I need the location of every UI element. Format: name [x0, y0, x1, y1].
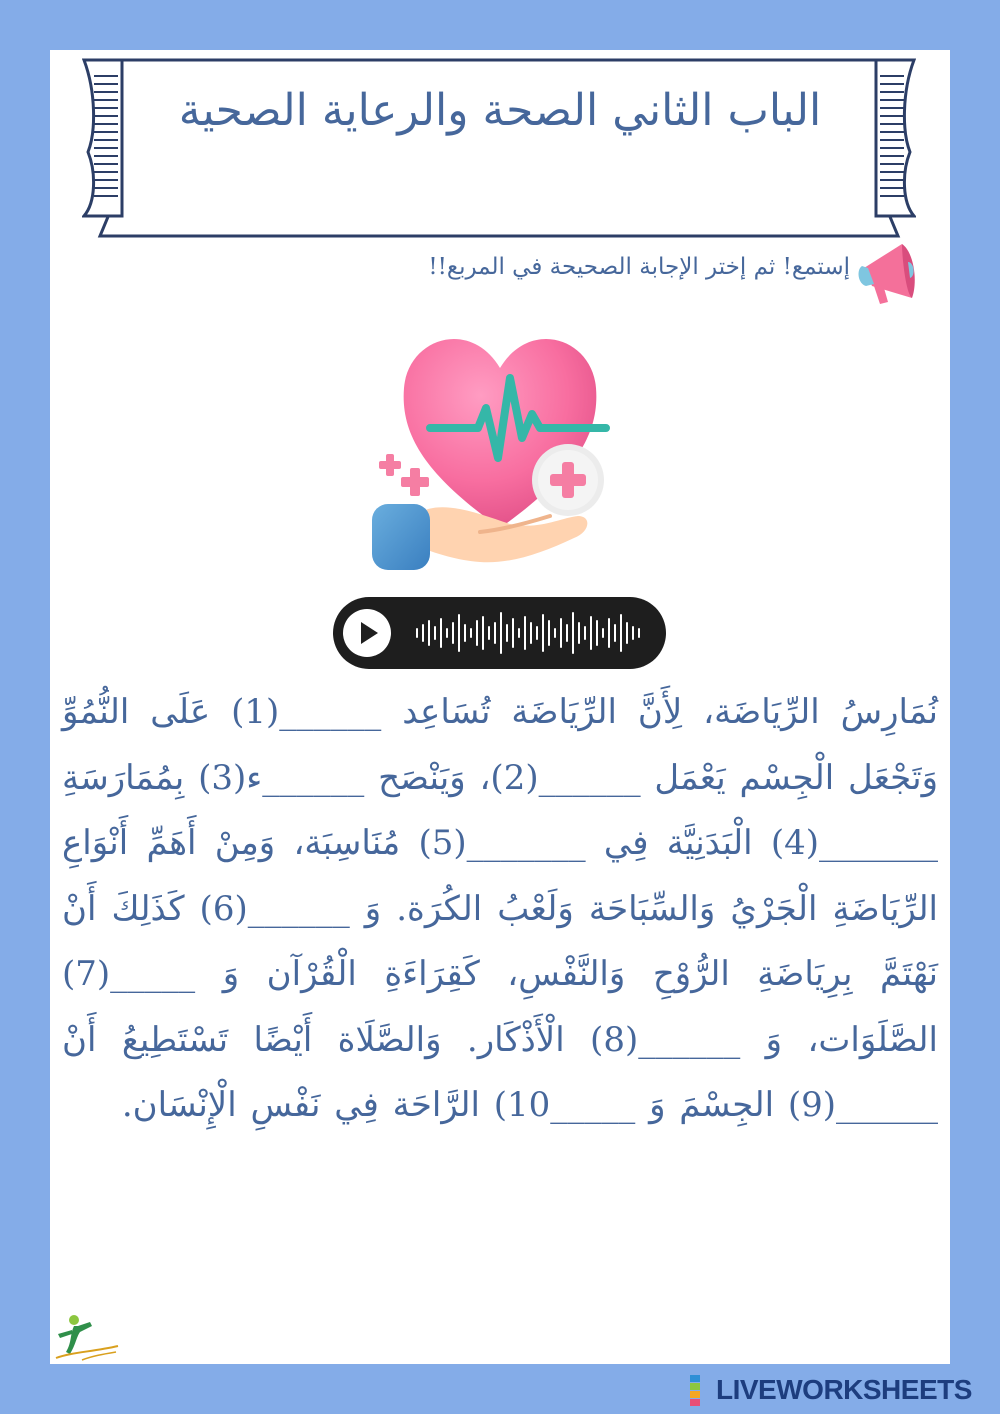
- brand-logo-icon: [690, 1375, 712, 1405]
- instruction-text: إستمع! ثم إختر الإجابة الصحيحة في المربع!!: [428, 254, 850, 280]
- brand-watermark: [690, 1374, 972, 1406]
- page-title: الباب الثاني الصحة والرعاية الصحية: [178, 85, 822, 136]
- fill-in-passage: نُمَارِسُ الرِّيَاضَة، لِأَنَّ الرِّيَاضَة تُسَاعِد ______(1) عَلَى النُّمُوِّ وَتَجْعَل الْجِسْم يَعْمَل ______(2)، وَيَنْصَح ______ء(3) بِمُمَارَسَةِ _______(4) الْبَدَنِيَّة فِي _______(5) مُنَاسِبَة، وَمِنْ أَهَمِّ أَنْوَاعِ الرِّيَاضَةِ الْجَرْيُ وَالسِّبَاحَة وَلَعْبُ الكُرَة. وَ ______(6) كَذَلِكَ أَنْ نَهْتَمَّ بِرِيَاضَةِ الرُّوْحِ وَالنَّفْسِ، كَقِرَاءَةِ الْقُرْآن وَ _____(7) الصَّلَوَات، وَ ______(8) الْأَذْكَار. وَالصَّلَاة أَيْضًا تَسْتَطِيعُ أَنْ ______(9) الجِسْمَ وَ _____10) الرَّاحَة فِي نَفْسِ الْإِنْسَان.: [62, 692, 939, 1125]
- audio-player[interactable]: [333, 597, 666, 669]
- audio-waveform-icon: [413, 611, 645, 659]
- dancer-logo-icon: [52, 1312, 122, 1368]
- brand-name: LIVEWORKSHEETS: [716, 1374, 972, 1405]
- play-icon: [343, 609, 391, 657]
- play-button[interactable]: [343, 609, 391, 657]
- heart-hand-care-icon: [360, 318, 620, 584]
- megaphone-icon: [852, 238, 926, 318]
